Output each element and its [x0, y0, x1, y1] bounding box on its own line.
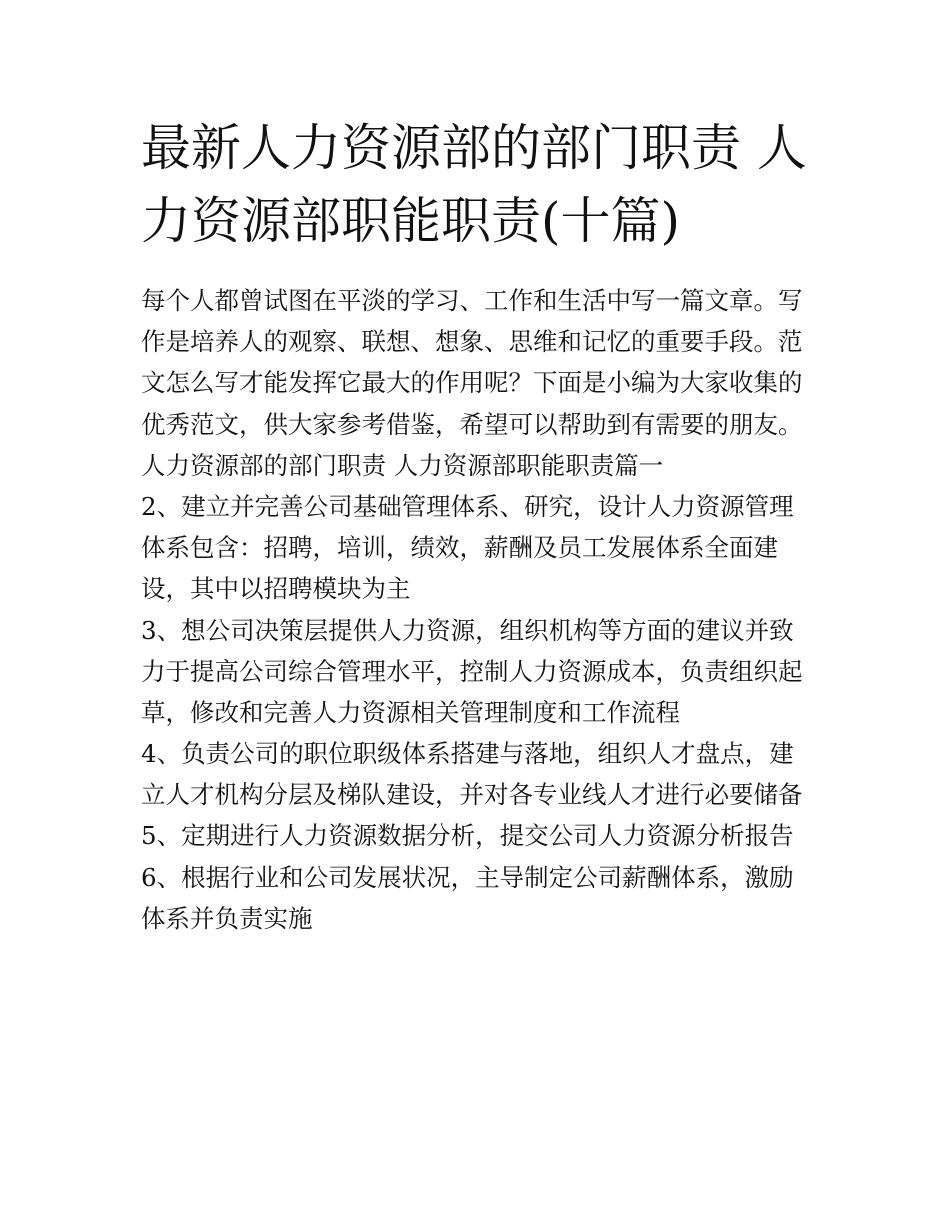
item-4-line-2: 立人才机构分层及梯队建设，并对各专业线人才进行必要储备 — [141, 780, 803, 810]
item-4-line-1: 4、负责公司的职位职级体系搭建与落地，组织人才盘点，建 — [141, 739, 794, 769]
item-2-line-3: 设，其中以招聘模块为主 — [141, 574, 411, 604]
item-3-line-1: 3、想公司决策层提供人力资源，组织机构等方面的建议并致 — [141, 615, 794, 645]
item-5-line-1: 5、定期进行人力资源数据分析，提交公司人力资源分析报告 — [141, 821, 794, 851]
intro-line-4: 优秀范文，供大家参考借鉴，希望可以帮助到有需要的朋友。 — [141, 409, 803, 439]
item-2-line-2: 体系包含：招聘，培训，绩效，薪酬及员工发展体系全面建 — [141, 533, 778, 563]
title-line-2: 力资源部职能职责(十篇) — [141, 192, 681, 250]
intro-line-1: 每个人都曾试图在平淡的学习、工作和生活中写一篇文章。写 — [141, 286, 803, 315]
item-3-line-2: 力于提高公司综合管理水平，控制人力资源成本，负责组织起 — [141, 656, 803, 686]
document-title — [141, 112, 821, 258]
item-3-line-3: 草，修改和完善人力资源相关管理制度和工作流程 — [141, 697, 680, 727]
item-6-line-2: 体系并负责实施 — [141, 903, 313, 933]
intro-line-2: 作是培养人的观察、联想、想象、思维和记忆的重要手段。范 — [141, 327, 803, 357]
item-6-line-1: 6、根据行业和公司发展状况，主导制定公司薪酬体系，激励 — [141, 862, 794, 892]
item-2-line-1: 2、建立并完善公司基础管理体系、研究，设计人力资源管理 — [141, 491, 794, 521]
document-body — [141, 280, 831, 939]
section-heading: 人力资源部的部门职责 人力资源部职能职责篇一 — [141, 450, 664, 480]
title-line-1: 最新人力资源部的部门职责 人 — [141, 119, 807, 177]
intro-line-3: 文怎么写才能发挥它最大的作用呢？下面是小编为大家收集的 — [141, 368, 803, 398]
